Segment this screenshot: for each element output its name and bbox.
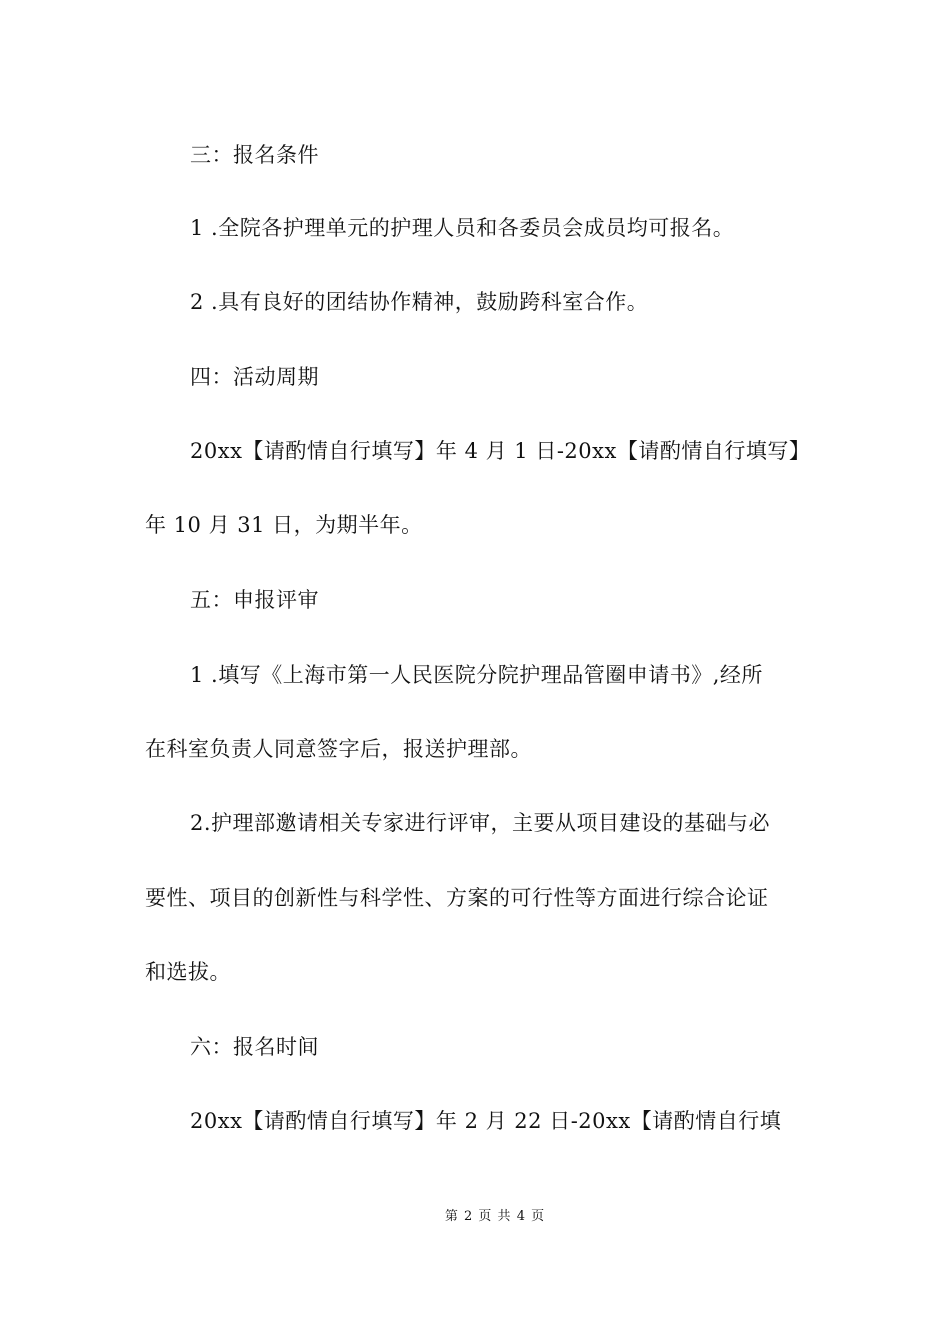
section-heading-6: 六：报名时间 <box>190 1035 319 1059</box>
paragraph-line: 年 10 月 31 日，为期半年。 <box>145 513 423 537</box>
page-footer: 第 2 页 共 4 页 <box>444 1209 546 1224</box>
paragraph-line: 要性、项目的创新性与科学性、方案的可行性等方面进行综合论证 <box>145 886 769 910</box>
paragraph-line: 在科室负责人同意签字后，报送护理部。 <box>145 737 532 761</box>
paragraph-line: 2 .具有良好的团结协作精神，鼓励跨科室合作。 <box>190 290 649 314</box>
paragraph-line: 20xx【请酌情自行填写】年 4 月 1 日-20xx【请酌情自行填写】 <box>190 439 811 463</box>
section-heading-4: 四：活动周期 <box>190 365 319 389</box>
section-heading-5: 五：申报评审 <box>190 588 319 612</box>
section-heading-3: 三：报名条件 <box>190 143 319 167</box>
paragraph-line: 20xx【请酌情自行填写】年 2 月 22 日-20xx【请酌情自行填 <box>190 1109 782 1133</box>
paragraph-line: 和选拔。 <box>145 960 231 984</box>
paragraph-line: 1 .填写《上海市第一人民医院分院护理品管圈申请书》,经所 <box>190 663 763 687</box>
paragraph-line: 2.护理部邀请相关专家进行评审，主要从项目建设的基础与必 <box>190 811 771 835</box>
paragraph-line: 1 .全院各护理单元的护理人员和各委员会成员均可报名。 <box>190 216 735 240</box>
